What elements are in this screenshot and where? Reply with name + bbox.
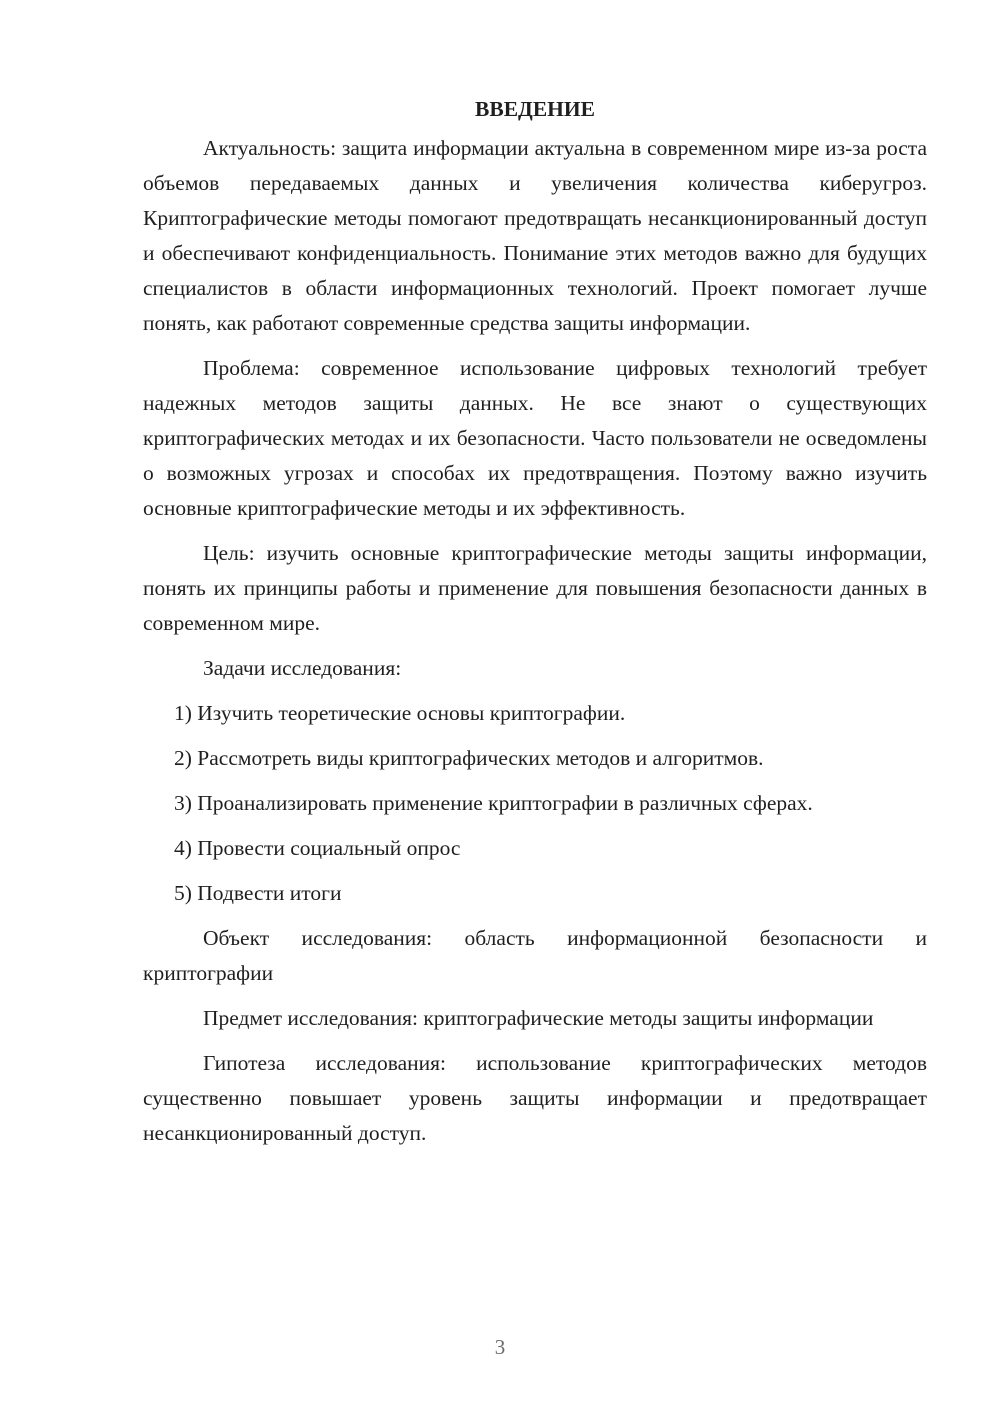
page-number: 3: [494, 1335, 506, 1359]
task-item: 4) Провести социальный опрос: [174, 836, 461, 860]
paragraph-object: Объект исследования: область информационной безопасности и криптографии: [143, 926, 927, 985]
paragraph-goal: Цель: изучить основные криптографические методы защиты информации, понять их принципы работы и применение для повышения безопасности данных в современном мире.: [143, 541, 927, 635]
task-item: 2) Рассмотреть виды криптографических методов и алгоритмов.: [174, 746, 764, 770]
paragraph-relevance: Актуальность: защита информации актуальна в современном мире из-за роста объемов передаваемых данных и увеличения количества киберугроз. Криптографические методы помогают предотвращать несанкционированный доступ и обеспечивают конфиденциальность. Понимание этих методов важно для будущих специалистов в области информационных технологий. Проект помогает лучше понять, как работают современные средства защиты информации.: [143, 136, 927, 335]
task-item: 5) Подвести итоги: [174, 881, 342, 905]
page-content: [143, 92, 927, 1161]
tasks-heading: Задачи исследования:: [203, 656, 402, 680]
paragraph-hypothesis: Гипотеза исследования: использование криптографических методов существенно повышает уровень защиты информации и предотвращает несанкционированный доступ.: [143, 1051, 927, 1145]
task-item: 3) Проанализировать применение криптографии в различных сферах.: [174, 791, 813, 815]
paragraph-problem: Проблема: современное использование цифровых технологий требует надежных методов защиты данных. Не все знают о существующих криптографических методах и их безопасности. Часто пользователи не осведомлены о возможных угрозах и способах их предотвращения. Поэтому важно изучить основные криптографические методы и их эффективность.: [143, 356, 927, 520]
task-item: 1) Изучить теоретические основы криптографии.: [174, 701, 626, 725]
paragraph-subject: Предмет исследования: криптографические методы защиты информации: [203, 1006, 874, 1030]
page-title: ВВЕДЕНИЕ: [475, 97, 595, 121]
